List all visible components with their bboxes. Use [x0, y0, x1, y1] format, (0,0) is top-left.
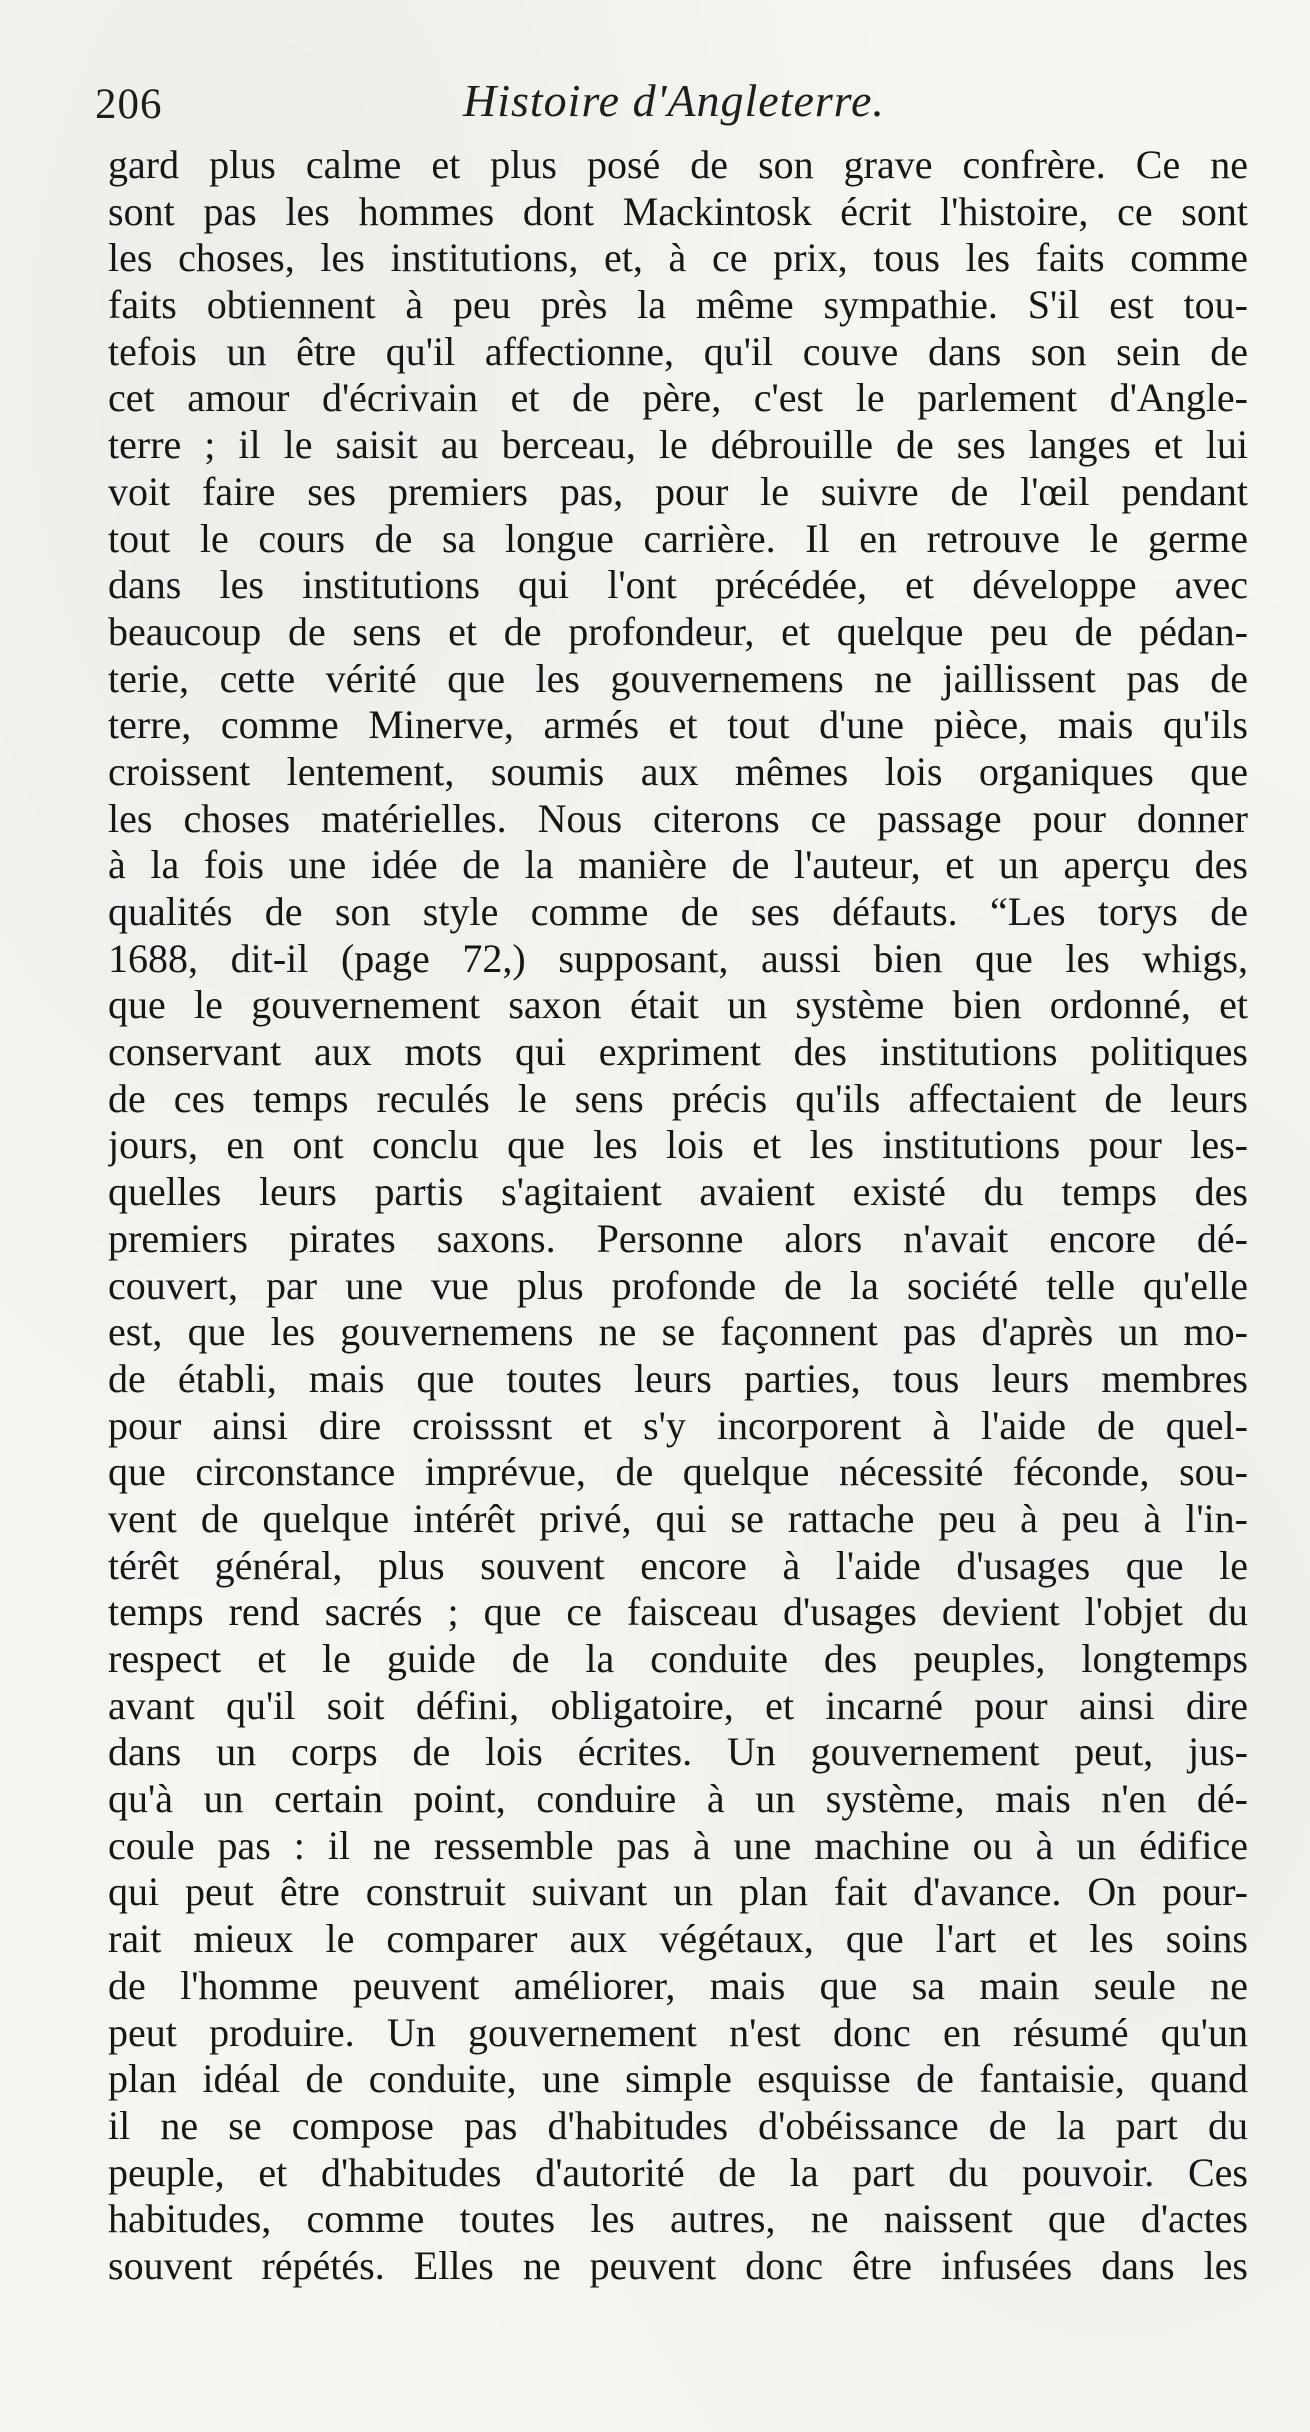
text-line: gard plus calme et plus posé de son grave confrère. Ce ne	[108, 142, 1248, 187]
text-line: peuple, et d'habitudes d'autorité de la part du pouvoir. Ces	[108, 2149, 1248, 2195]
text-line: terie, cette vérité que les gouvernemens ne jaillissent pas de	[108, 655, 1248, 701]
text-line: qu'à un certain point, conduire à un système, mais n'en dé-	[108, 1776, 1248, 1822]
page-number: 206	[95, 81, 163, 128]
text-line: rait mieux le comparer aux végétaux, que l'art et les soins	[108, 1916, 1248, 1962]
text-line: terre, comme Minerve, armés et tout d'une pièce, mais qu'ils	[108, 702, 1248, 748]
text-line: 1688, dit-il (page 72,) supposant, aussi bien que les whigs,	[108, 935, 1248, 981]
text-line: de ces temps reculés le sens précis qu'ils affectaient de leurs	[108, 1075, 1248, 1121]
text-line: respect et le guide de la conduite des peuples, longtemps	[108, 1636, 1248, 1681]
text-line: cet amour d'écrivain et de père, c'est le parlement d'Angle-	[108, 375, 1248, 421]
text-line: il ne se compose pas d'habitudes d'obéissance de la part du	[108, 2102, 1248, 2148]
page-header	[95, 74, 1255, 134]
text-line: que circonstance imprévue, de quelque nécessité féconde, sou-	[108, 1449, 1248, 1495]
running-title: Histoire d'Angleterre.	[463, 75, 885, 126]
text-line: plan idéal de conduite, une simple esquisse de fantaisie, quand	[108, 2056, 1248, 2102]
text-line: peut produire. Un gouvernement n'est donc en résumé qu'un	[108, 2009, 1248, 2055]
text-line: à la fois une idée de la manière de l'auteur, et un aperçu des	[108, 842, 1248, 888]
text-line: voit faire ses premiers pas, pour le suivre de l'œil pendant	[108, 468, 1248, 514]
text-line: dans un corps de lois écrites. Un gouvernement peut, jus-	[108, 1729, 1248, 1775]
text-line: avant qu'il soit défini, obligatoire, et incarné pour ainsi dire	[108, 1682, 1248, 1728]
text-line: coule pas : il ne ressemble pas à une machine ou à un édifice	[108, 1822, 1248, 1868]
text-line: jours, en ont conclu que les lois et les institutions pour les-	[108, 1122, 1248, 1168]
text-line: tout le cours de sa longue carrière. Il en retrouve le germe	[108, 515, 1248, 561]
text-line: premiers pirates saxons. Personne alors n'avait encore dé-	[108, 1215, 1248, 1261]
text-line: terre ; il le saisit au berceau, le débrouille de ses langes et lui	[108, 422, 1248, 468]
text-line: couvert, par une vue plus profonde de la société telle qu'elle	[108, 1262, 1248, 1308]
text-line: tefois un être qu'il affectionne, qu'il couve dans son sein de	[108, 328, 1248, 374]
text-line: vent de quelque intérêt privé, qui se rattache peu à peu à l'in-	[108, 1495, 1248, 1541]
text-line: est, que les gouvernemens ne se façonnent pas d'après un mo-	[108, 1309, 1248, 1355]
text-line: quelles leurs partis s'agitaient avaient existé du temps des	[108, 1169, 1248, 1215]
text-line: sont pas les hommes dont Mackintosk écrit l'histoire, ce sont	[108, 188, 1248, 234]
text-line: souvent répétés. Elles ne peuvent donc être infusées dans les	[108, 2242, 1248, 2288]
text-line: pour ainsi dire croisssnt et s'y incorporent à l'aide de quel-	[108, 1402, 1248, 1448]
text-line: que le gouvernement saxon était un système bien ordonné, et	[108, 982, 1248, 1028]
text-line: térêt général, plus souvent encore à l'aide d'usages que le	[108, 1542, 1248, 1588]
text-line: habitudes, comme toutes les autres, ne naissent que d'actes	[108, 2196, 1248, 2242]
text-line: qui peut être construit suivant un plan fait d'avance. On pour-	[108, 1869, 1248, 1915]
text-line: qualités de son style comme de ses défauts. “Les torys de	[108, 889, 1248, 934]
text-line: beaucoup de sens et de profondeur, et quelque peu de pédan-	[108, 608, 1248, 654]
text-line: les choses, les institutions, et, à ce prix, tous les faits comme	[108, 235, 1248, 281]
body-text	[108, 142, 1248, 2290]
text-line: de l'homme peuvent améliorer, mais que sa main seule ne	[108, 1962, 1248, 2008]
text-line: conservant aux mots qui expriment des institutions politiques	[108, 1029, 1248, 1075]
text-line: les choses matérielles. Nous citerons ce passage pour donner	[108, 795, 1248, 841]
text-line: faits obtiennent à peu près la même sympathie. S'il est tou-	[108, 282, 1248, 328]
text-line: de établi, mais que toutes leurs parties, tous leurs membres	[108, 1355, 1248, 1401]
text-line: dans les institutions qui l'ont précédée, et développe avec	[108, 562, 1248, 608]
text-line: temps rend sacrés ; que ce faisceau d'usages devient l'objet du	[108, 1589, 1248, 1635]
text-line: croissent lentement, soumis aux mêmes lois organiques que	[108, 748, 1248, 794]
